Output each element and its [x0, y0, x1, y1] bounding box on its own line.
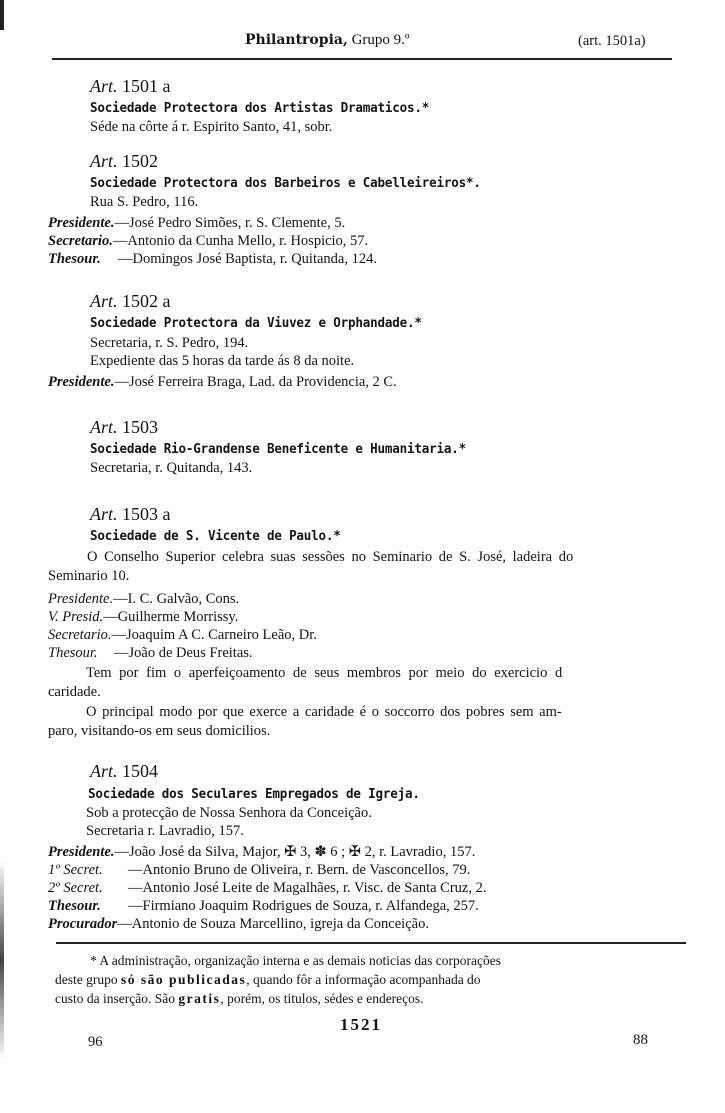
footnote-line: custo da inserção. São gratis, porém, os titulos, sédes e endereços. [55, 991, 424, 1006]
officer-line: Presidente.—José Pedro Simões, r. S. Clemente, 5. [48, 215, 346, 231]
article-address: Secretaria r. Lavradio, 157. [86, 823, 244, 839]
officer-line: Procurador—Antonio de Souza Marcellino, igreja da Conceição. [48, 916, 429, 932]
officer-line: Secretario.—Joaquim A C. Carneiro Leão, Dr. [48, 627, 317, 643]
footnote-rule [56, 942, 686, 944]
running-header [245, 31, 410, 49]
paragraph-line: O principal modo por que exerce a caridade é o soccorro dos pobres sem am- [86, 704, 562, 720]
header-ref: (art. 1501a) [578, 33, 646, 49]
scan-edge-mark [0, 0, 4, 30]
article-heading: Art. 1503 [90, 417, 159, 437]
header-group: Grupo 9.º [351, 32, 410, 48]
officer-line: Thesour. —Domingos José Baptista, r. Quitanda, 124. [48, 251, 377, 267]
article-title: Sociedade Protectora dos Barbeiros e Cabelleireiros*. [90, 175, 481, 191]
signature-number: 96 [88, 1034, 103, 1050]
paragraph-line: Tem por fim o aperfeiçoamento de seus membros por meio do exercicio d [86, 665, 563, 681]
paragraph-line: caridade. [48, 684, 101, 700]
paragraph-line: Seminario 10. [48, 568, 130, 584]
article-heading: Art. 1502 a [90, 291, 171, 311]
article-heading: Art. 1503 a [90, 504, 171, 524]
officer-line: Thesour. —Firmiano Joaquim Rodrigues de Souza, r. Alfandega, 257. [48, 898, 479, 914]
officer-line: Presidente.—I. C. Galvão, Cons. [48, 591, 240, 607]
article-title: Sociedade dos Seculares Empregados de Igreja. [88, 786, 420, 802]
article-title: Sociedade Rio-Grandense Beneficente e Humanitaria.* [90, 441, 467, 457]
article-address: Rua S. Pedro, 116. [90, 194, 199, 210]
article-heading: Art. 1504 [90, 761, 159, 781]
article-title: Sociedade Protectora dos Artistas Dramaticos.* [90, 100, 430, 116]
footnote-line: * A administração, organização interna e as demais noticias das corporações [90, 953, 501, 968]
officer-line: Thesour. —João de Deus Freitas. [48, 645, 253, 661]
officer-line: 1º Secret. —Antonio Bruno de Oliveira, r. Bern. de Vasconcellos, 79. [48, 862, 471, 878]
officer-line: Presidente.—João José da Silva, Major, ✠ 3, ✽ 6 ; ✠ 2, r. Lavradio, 157. [48, 844, 476, 860]
article-title: Sociedade Protectora da Viuvez e Orphandade.* [90, 315, 422, 331]
officer-line: V. Presid.—Guilherme Morrissy. [48, 609, 239, 625]
paragraph-line: O Conselho Superior celebra suas sessões no Seminario de S. José, ladeira do [87, 549, 574, 565]
page-number-center: 1521 [340, 1015, 382, 1034]
article-address: Secretaria, r. S. Pedro, 194. [90, 335, 249, 351]
officer-line: 2º Secret. —Antonio José Leite de Magalhães, r. Visc. de Santa Cruz, 2. [48, 880, 487, 896]
officer-line: Secretario.—Antonio da Cunha Mello, r. Hospicio, 57. [48, 233, 369, 249]
article-heading: Art. 1501 a [90, 76, 171, 96]
paragraph-line: paro, visitando-os em seus domicilios. [48, 723, 271, 739]
header-title: Philantropia, [245, 32, 348, 48]
article-address: Séde na côrte á r. Espirito Santo, 41, sobr. [90, 119, 333, 135]
footnote-line: deste grupo só são publicadas, quando fôr a informação acompanhada do [55, 972, 481, 987]
article-title: Sociedade de S. Vicente de Paulo.* [90, 528, 341, 544]
header-rule [52, 58, 672, 60]
officer-line: Presidente.—José Ferreira Braga, Lad. da Providencia, 2 C. [48, 374, 397, 390]
article-address: Secretaria, r. Quitanda, 143. [90, 460, 253, 476]
article-heading: Art. 1502 [90, 151, 159, 171]
article-hours: Expediente das 5 horas da tarde ás 8 da noite. [90, 353, 355, 369]
article-patron: Sob a protecção de Nossa Senhora da Conceição. [86, 805, 372, 821]
page-number-right: 88 [633, 1032, 648, 1048]
scan-edge-shadow [0, 860, 4, 1060]
